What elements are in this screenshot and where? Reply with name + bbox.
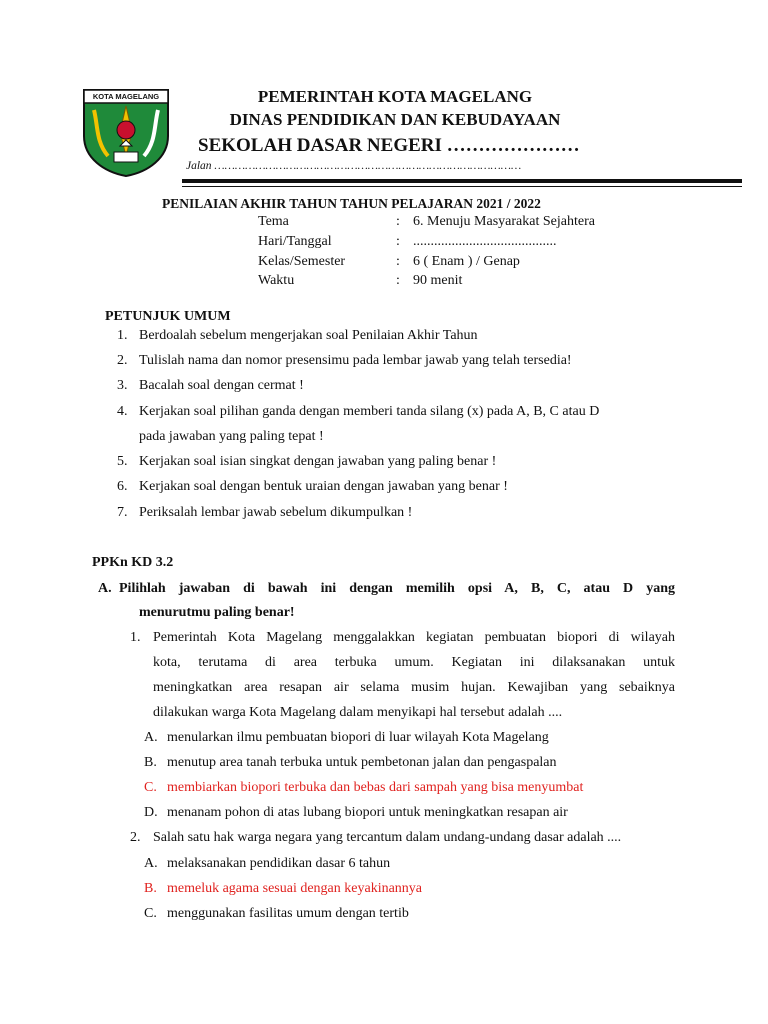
info-label: Tema	[258, 214, 289, 229]
info-value: .........................................	[413, 234, 557, 249]
item-text: Berdoalah sebelum mengerjakan soal Penilaian Akhir Tahun	[139, 328, 478, 343]
item-text: Kerjakan soal pilihan ganda dengan memberi tanda silang (x) pada A, B, C atau D	[139, 404, 600, 419]
item-text: pada jawaban yang paling tepat !	[139, 429, 324, 444]
item-text: Bacalah soal dengan cermat !	[139, 378, 304, 393]
option-text: memeluk agama sesuai dengan keyakinannya	[167, 881, 423, 896]
info-label: Kelas/Semester	[258, 254, 346, 269]
info-separator: :	[396, 254, 400, 269]
section-instruction-cont: menurutmu paling benar!	[139, 605, 295, 620]
exam-title: PENILAIAN AKHIR TAHUN TAHUN PELAJARAN 2021 / 2022	[162, 196, 541, 211]
question-number: 2.	[130, 830, 141, 845]
question-text: Salah satu hak warga negara yang tercantum dalam undang-undang dasar adalah ....	[153, 830, 622, 845]
item-number: 7.	[117, 505, 128, 520]
option-letter: A.	[144, 856, 158, 871]
option-letter: C.	[144, 780, 157, 795]
item-number: 2.	[117, 353, 128, 368]
item-number: 4.	[117, 404, 128, 419]
logo-caption: KOTA MAGELANG	[92, 92, 160, 101]
option-text: menutup area tanah terbuka untuk pembetonan jalan dan pengaspalan	[167, 755, 557, 770]
item-text: Tulislah nama dan nomor presensimu pada lembar jawab yang telah tersedia!	[139, 353, 572, 368]
option-letter: A.	[144, 730, 158, 745]
option-letter: D.	[144, 805, 158, 820]
letterhead-divider-thin	[182, 186, 742, 187]
header-government-title: PEMERINTAH KOTA MAGELANG	[257, 87, 533, 106]
section-letter: A.	[98, 581, 112, 596]
info-value: 6. Menuju Masyarakat Sejahtera	[413, 214, 595, 229]
option-letter: C.	[144, 906, 157, 921]
item-text: Kerjakan soal dengan bentuk uraian dengan jawaban yang benar !	[139, 479, 508, 494]
question-text: dilakukan warga Kota Magelang dalam menyikapi hal tersebut adalah ....	[153, 705, 563, 720]
option-text: menggunakan fasilitas umum dengan tertib	[167, 906, 409, 921]
option-letter: B.	[144, 881, 157, 896]
item-text: Kerjakan soal isian singkat dengan jawaban yang paling benar !	[139, 454, 497, 469]
letterhead-divider-thick	[182, 179, 742, 183]
info-label: Waktu	[258, 273, 295, 288]
option-letter: B.	[144, 755, 157, 770]
info-separator: :	[396, 234, 400, 249]
section-instruction: Pilihlah jawaban di bawah ini dengan memilih opsi A, B, C, atau D yang	[119, 581, 675, 596]
item-text: Periksalah lembar jawab sebelum dikumpulkan !	[139, 505, 413, 520]
option-text: membiarkan biopori terbuka dan bebas dari sampah yang bisa menyumbat	[167, 780, 584, 795]
option-text: menularkan ilmu pembuatan biopori di luar wilayah Kota Magelang	[167, 730, 549, 745]
info-label: Hari/Tanggal	[258, 234, 332, 249]
question-text: meningkatkan area resapan air selama musim hujan. Kewajiban yang sebaiknya	[153, 680, 675, 695]
competency-heading: PPKn KD 3.2	[92, 555, 174, 570]
header-department-title: DINAS PENDIDIKAN DAN KEBUDAYAAN	[229, 110, 561, 129]
item-number: 1.	[117, 328, 128, 343]
info-value: 90 menit	[413, 273, 463, 288]
question-number: 1.	[130, 630, 141, 645]
item-number: 6.	[117, 479, 128, 494]
info-separator: :	[396, 273, 400, 288]
instructions-heading: PETUNJUK UMUM	[105, 309, 231, 324]
item-number: 3.	[117, 378, 128, 393]
item-number: 5.	[117, 454, 128, 469]
info-value: 6 ( Enam ) / Genap	[413, 254, 520, 269]
question-text: kota, terutama di area terbuka umum. Kegiatan ini dilaksanakan untuk	[153, 655, 675, 670]
info-separator: :	[396, 214, 400, 229]
header-address: Jalan ………………………………………………………………………………	[186, 160, 522, 172]
question-text: Pemerintah Kota Magelang menggalakkan kegiatan pembuatan biopori di wilayah	[153, 630, 675, 645]
header-school-name: SEKOLAH DASAR NEGERI …………………	[198, 135, 580, 156]
option-text: menanam pohon di atas lubang biopori untuk meningkatkan resapan air	[167, 805, 568, 820]
option-text: melaksanakan pendidikan dasar 6 tahun	[167, 856, 391, 871]
school-logo	[80, 86, 172, 178]
